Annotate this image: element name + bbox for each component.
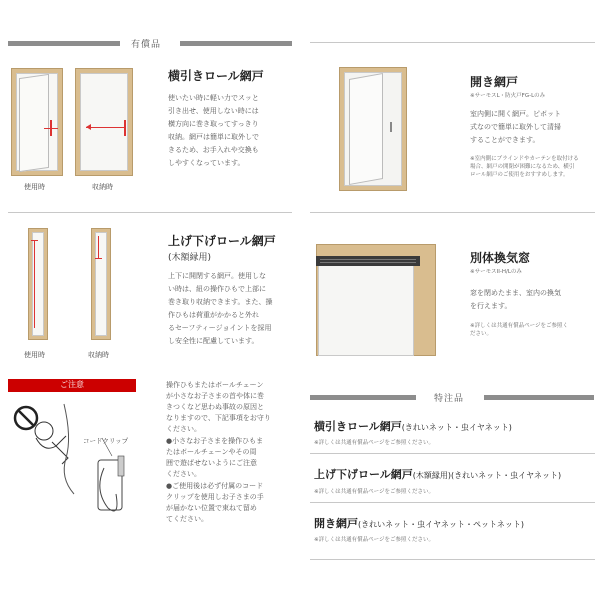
ventilation-note: ※サーモスII-H/Lのみ bbox=[470, 269, 522, 275]
hinged-screen-note: ※サーモスL・防火戸FG-Lのみ bbox=[470, 93, 546, 99]
special-item-1-title: 横引きロール網戸(きれいネット・虫イヤネット) bbox=[314, 420, 512, 433]
special-header-label: 特注品 bbox=[434, 394, 465, 404]
special-divider-3 bbox=[310, 559, 595, 560]
special-item-2-note: ※詳しくは共通有償品ページをご参照ください。 bbox=[314, 489, 434, 495]
roll-horizontal-desc: 使いたい時に軽い力でスッと 引き出せ、使用しない時には 横方向に巻き取ってすっきり 収納。網戸は簡単に取外しで きるため、お手入れや交換も しやすくなっています。 bbox=[168, 94, 259, 167]
special-item-2-title: 上げ下げロール網戸(木額縁用)(きれいネット・虫イヤネット) bbox=[314, 468, 562, 481]
roll-vertical-caption-store: 収納時 bbox=[88, 351, 109, 359]
roll-horizontal-title: 横引きロール網戸 bbox=[168, 69, 264, 83]
left-divider-1 bbox=[8, 212, 292, 213]
roll-horizontal-caption-store: 収納時 bbox=[92, 183, 113, 191]
right-divider-1 bbox=[310, 212, 595, 213]
roll-horizontal-caption-use: 使用時 bbox=[24, 183, 45, 191]
special-item-1-note: ※詳しくは共通有償品ページをご参照ください。 bbox=[314, 440, 434, 446]
right-top-divider bbox=[310, 42, 595, 43]
caution-text: 操作ひもまたはボールチェーン が小さなお子さまの首や体に巻 きつくなど思わぬ事故の原因と なりますので、下記事項をお守り ください。 bbox=[166, 381, 271, 433]
caution-bullet-1: ●小さなお子さまを操作ひもま たはボールチェーンやその周 囲で遊ばせないようにご注意 ください。 bbox=[166, 437, 264, 478]
special-header-bar-left bbox=[310, 395, 416, 400]
caution-label: ご注意 bbox=[8, 379, 136, 392]
left-header-label: 有償品 bbox=[131, 40, 162, 50]
roll-vertical-title: 上げ下げロール網戸 bbox=[168, 234, 276, 248]
ventilation-title: 別体換気窓 bbox=[470, 251, 531, 265]
roll-vertical-caption-use: 使用時 bbox=[24, 351, 45, 359]
special-item-3-note: ※詳しくは共通有償品ページをご参照ください。 bbox=[314, 537, 434, 543]
ventilation-desc: 窓を閉めたまま、室内の換気 を行えます。 bbox=[470, 289, 561, 310]
left-header-bar-right bbox=[180, 41, 292, 46]
hinged-screen-desc: 室内側に開く網戸。ピボット 式なので簡単に取外して清掃 することができます。 bbox=[470, 110, 561, 144]
special-header-bar-right bbox=[484, 395, 594, 400]
roll-vertical-subtitle: (木額縁用) bbox=[168, 253, 212, 263]
cord-clip-label: コードクリップ bbox=[83, 437, 129, 445]
special-divider-1 bbox=[310, 453, 595, 454]
hinged-screen-small-note: ※室内側にブラインドやカーテンを取付ける 場合、網戸の開閉が困難になるため、横引 ロール網戸のご使用をおすすめします。 bbox=[470, 156, 579, 178]
caution-bullet-2: ●ご使用後は必ず付属のコード クリップを使用しお子さまの手 が届かない位置で束ねて留め てください。 bbox=[166, 482, 264, 523]
hinged-screen-title: 開き網戸 bbox=[470, 75, 519, 89]
roll-vertical-desc: 上下に開閉する網戸。使用しな い時は、紐の操作ひもで上部に 巻き取り収納できます。また、操 作ひもは荷重がかかると外れ るセーフティージョイントを採用 し安全性に配慮しています。 bbox=[168, 272, 273, 345]
special-item-3-title: 開き網戸(きれいネット・虫イヤネット・ペットネット) bbox=[314, 517, 525, 530]
special-divider-2 bbox=[310, 502, 595, 503]
left-header-bar-left bbox=[8, 41, 120, 46]
ventilation-small-note: ※詳しくは共通有償品ページをご参照く ださい。 bbox=[470, 323, 568, 337]
